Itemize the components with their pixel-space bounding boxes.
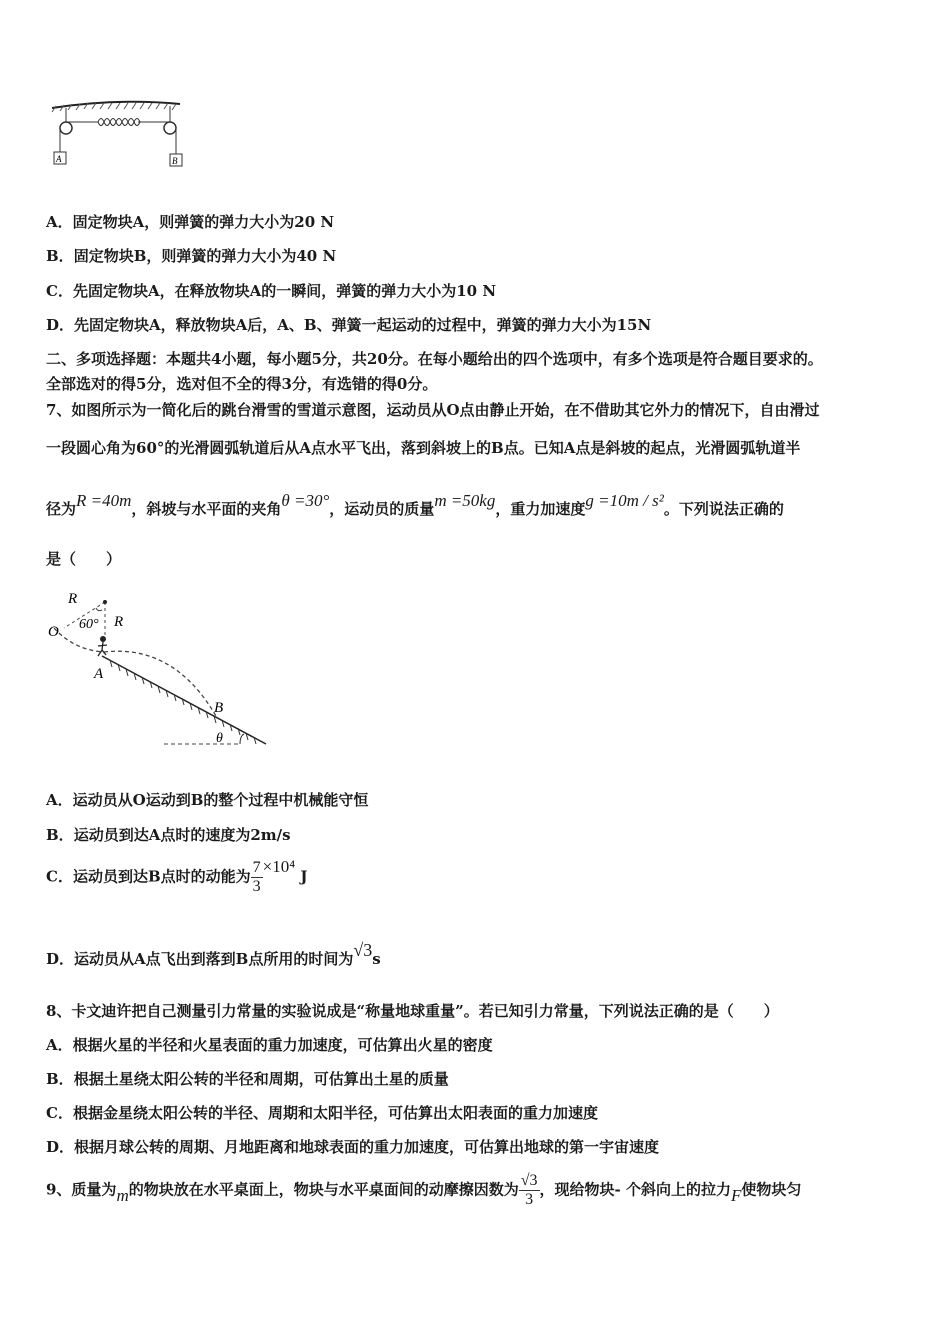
formula-gravity: g =10m / s²	[585, 491, 664, 510]
ski-jump-figure	[44, 588, 274, 750]
friction-coefficient-fraction: $\frac{√3}{3}$	[520, 1172, 538, 1208]
section-heading-line1: 二、多项选择题：本题共4小题，每小题5分，共20分。在每小题给出的四个选项中，有多个选项是符合题目要求的。	[46, 350, 823, 368]
q6-option-c: C．先固定物块A，在释放物块A的一瞬间，弹簧的弹力大小为10 N	[46, 282, 497, 300]
block-b-label: B	[172, 156, 178, 166]
formula-angle: θ =30°	[281, 491, 330, 510]
radius-label-top: R	[68, 591, 78, 607]
fraction-seven-thirds: $\frac{7}{3}$	[252, 859, 261, 895]
formula-radius: R =40m	[76, 491, 132, 510]
q6-option-d: D．先固定物块A，释放物块A后，A、B、弹簧一起运动的过程中，弹簧的弹力大小为15N	[46, 316, 652, 334]
central-angle-label: 60°	[79, 617, 99, 632]
q8-option-b: B．根据土星绕太阳公转的半径和周期，可估算出土星的质量	[46, 1070, 449, 1088]
q7-stem-line1: 7、如图所示为一简化后的跳台滑雪的雪道示意图，运动员从O点由静止开始，在不借助其它外力的情况下，自由滑过	[46, 401, 820, 419]
section-heading-line2: 全部选对的得5分，选对但不全的得3分，有选错的得0分。	[46, 375, 438, 393]
q7-stem-line4: 是（ ）	[46, 550, 122, 568]
q8-option-d: D．根据月球公转的周期、月地距离和地球表面的重力加速度，可估算出地球的第一宇宙速度	[46, 1138, 660, 1156]
q7-option-c: C．运动员到达B点时的动能为 $\frac{7}{3}$ ×10⁴ J	[46, 856, 308, 895]
radius-label-right: R	[114, 614, 124, 630]
slope-angle-label: θ	[216, 731, 223, 746]
force-symbol: F	[730, 1185, 742, 1205]
mass-symbol: m	[116, 1185, 129, 1205]
q7-option-a: A．运动员从O运动到B的整个过程中机械能守恒	[46, 791, 369, 809]
q8-option-c: C．根据金星绕太阳公转的半径、周期和太阳半径，可估算出太阳表面的重力加速度	[46, 1104, 598, 1122]
spring-pulley-figure	[48, 94, 188, 176]
point-a-label: A	[94, 666, 104, 682]
q6-option-b: B．固定物块B，则弹簧的弹力大小为40 N	[46, 247, 337, 265]
q7-stem-line3: 径为R =40m，斜坡与水平面的夹角θ =30°，运动员的质量m =50kg，重力加速度g =10m / s²。下列说法正确的	[46, 491, 784, 518]
point-o-label: O	[48, 624, 59, 640]
q8-option-a: A．根据火星的半径和火星表面的重力加速度，可估算出火星的密度	[46, 1036, 493, 1054]
q8-stem: 8、卡文迪许把自己测量引力常量的实验说成是“称量地球重量”。若已知引力常量，下列说法正确的是（ ）	[46, 1002, 779, 1020]
q7-option-d: D．运动员从A点飞出到落到B点所用的时间为√3s	[46, 940, 381, 968]
point-b-label: B	[214, 700, 224, 716]
formula-mass: m =50kg	[434, 491, 496, 510]
sqrt-three: √3	[353, 940, 373, 960]
q6-option-a: A．固定物块A，则弹簧的弹力大小为20 N	[46, 213, 335, 231]
q7-stem-line2: 一段圆心角为60°的光滑圆弧轨道后从A点水平飞出，落到斜坡上的B点。已知A点是斜坡的起点，光滑圆弧轨道半	[46, 439, 801, 457]
block-a-label: A	[56, 154, 62, 164]
q7-option-b: B．运动员到达A点时的速度为2m/s	[46, 826, 291, 844]
q9-stem: 9、质量为m的物块放在水平桌面上，物块与水平桌面间的动摩擦因数为 $\frac{√3}{3}$ ，现给物块- 个斜向上的拉力F使物块匀	[46, 1172, 802, 1208]
